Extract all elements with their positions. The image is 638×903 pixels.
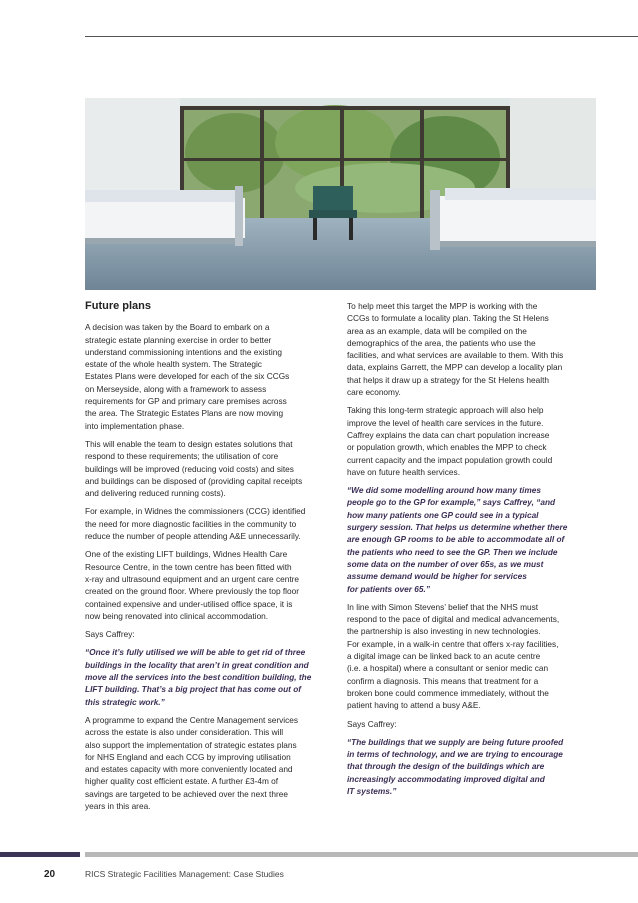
hospital-ward-photo	[85, 98, 596, 290]
page-number: 20	[44, 869, 56, 880]
left-column	[85, 300, 335, 818]
body-paragraph: Says Caffrey:	[85, 629, 135, 640]
body-paragraph: Says Caffrey:	[347, 718, 397, 729]
top-rule	[85, 36, 638, 37]
body-paragraph: For example, in Widnes the commissioners (CCG) identified the need for more diagnostic facilities in the community to reduce the number of people attending A&E unnecessarily.	[85, 506, 306, 542]
footer-accent-bar	[0, 852, 80, 857]
body-paragraph: One of the existing LIFT buildings, Widnes Health Care Resource Centre, in the town centre has been fitted with x-ray and ultrasound equipment and an urgent care centre created on the ground floor. Where previously the top floor contained expensive and under-utilised office space, it is now being renovated into clinical accommodation.	[85, 549, 300, 621]
body-paragraph: This will enable the team to design estates solutions that respond to these requirements; the utilisation of core buildings will be improved (reducing void costs) and sites and buildings can be disposed of (providing capital receipts and delivering reduced running costs).	[85, 438, 303, 499]
body-paragraph: Taking this long-term strategic approach will also help improve the level of health care services in the future. Caffrey explains the data can chart population increase or population growth, which enables the MPP to check current capacity and the impact population growth could have on future health services.	[347, 405, 553, 477]
body-paragraph: A programme to expand the Centre Management services across the estate is also under consideration. This will also support the implementation of strategic estates plans for NHS England and each CCG by improving utilisation and estates capacity with more conveniently located and higher quality cost efficient estate. A further £3-4m of savings are targeted to be achieved over the next three years in this area.	[85, 714, 299, 811]
footer-title: RICS Strategic Facilities Management: Case Studies	[85, 869, 284, 879]
body-paragraph: A decision was taken by the Board to embark on a strategic estate planning exercise in order to better understand commissioning intentions and the existing estate of the whole health system. The Strategic Estates Plans were developed for each of the six CCGs on Merseyside, along with a framework to assess requirements for GP and primary care premises across the area. The Strategic Estates Plans are now moving into implementation phase.	[85, 322, 290, 431]
body-paragraph: In line with Simon Stevens’ belief that the NHS must respond to the pace of digital and medical advancements, the partnership is also investing in new technologies. For example, in a walk-in centre that offers x-ray facilities, a digital image can be linked back to an acute centre (i.e. a hospital) where a consultant or senior medic can confirm a diagnosis. This means that treatment for a broken bone could commence immediately, without the patient having to attend a busy A&E.	[347, 601, 560, 711]
pull-quote: “We did some modelling around how many times people go to the GP for example,” says Caffrey, “and how many patients one GP could see in a typical surgery session. That helps us determine whether there are enough GP rooms to be able to accommodate all of the patients who need to see the GP. Then we include some data on the number of over 65s, as we must assume demand would be higher for services for patients over 65.”	[347, 485, 568, 594]
pull-quote: “Once it’s fully utilised we will be able to get rid of three buildings in the locality that aren’t in great condition and move all the services into the best condition building, the LIFT building. That’s a big project that has come out of this strategic work.”	[85, 647, 312, 707]
section-heading: Future plans	[85, 300, 152, 312]
pull-quote: “The buildings that we supply are being future proofed in terms of technology, and we are trying to encourage that through the design of the buildings which are increasingly accommodating improved digital and IT systems.”	[347, 736, 564, 796]
body-paragraph: To help meet this target the MPP is working with the CCGs to formulate a locality plan. Taking the St Helens area as an example, data will be compiled on the demographics of the area, the patients who use the facilities, and what services are available to them. With this data, explains Garrett, the MPP can develop a locality plan that helps it draw up a strategy for the St Helens health care economy.	[347, 301, 564, 398]
footer-rule	[85, 852, 638, 857]
right-column	[347, 300, 597, 803]
